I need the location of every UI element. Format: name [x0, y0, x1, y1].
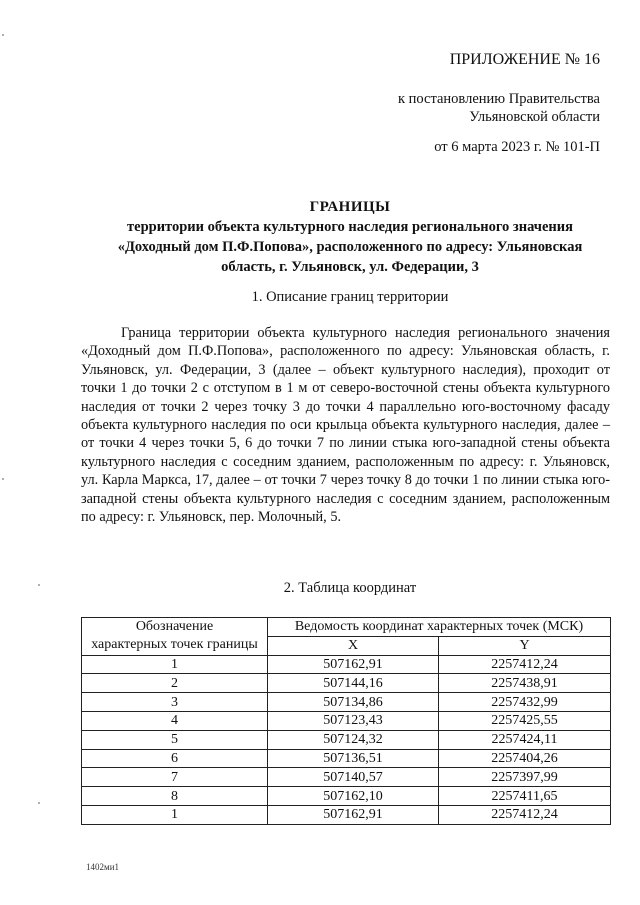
table-row [82, 768, 611, 787]
point-number-cell: 2 [82, 674, 268, 693]
x-coordinate-cell: 507134,86 [268, 693, 439, 712]
resolution-reference: к постановлению Правительства [398, 91, 600, 107]
boundary-description-paragraph: Граница территории объекта культурного наследия регионального значения «Доходный дом П.Ф.Попова», расположенного по адресу: Ульяновская область, г. Ульяновск, ул. Федерации, 3 (далее – объект культурного наследия), проходит от точки 1 до точки 2 с отступом в 1 м от северо-восточной стены объекта культурного наследия от точки 2 через точку 3 до точки 4 параллельно юго-восточному фасаду объекта культурного наследия по оси крыльца объекта культурного наследия, далее – от точки 4 через точки 5, 6 до точки 7 по линии стыка юго-западной стены объекта культурного наследия с соседним зданием, расположенным по адресу: г. Ульяновск, ул. Карла Маркса, 17, далее – от точки 7 через точку 8 до точки 1 по линии стыка юго-западной стены объекта культурного наследия с соседним зданием, расположенным по адресу: г. Ульяновск, пер. Молочный, 5. [81, 325, 610, 526]
document-code: 1402ми1 [86, 862, 120, 872]
table-row [82, 711, 611, 730]
point-number-cell: 8 [82, 787, 268, 806]
table-row [82, 730, 611, 749]
table-row [82, 787, 611, 806]
table-row [82, 805, 611, 824]
scan-mark [38, 584, 40, 586]
table-header-row [82, 618, 611, 637]
x-coordinate-cell: 507162,91 [268, 655, 439, 674]
x-coordinate-cell: 507136,51 [268, 749, 439, 768]
point-number-cell: 6 [82, 749, 268, 768]
y-coordinate-cell: 2257411,65 [439, 787, 611, 806]
point-number-cell: 7 [82, 768, 268, 787]
scan-mark [38, 802, 40, 804]
y-coordinate-cell: 2257425,55 [439, 711, 611, 730]
point-number-cell: 1 [82, 655, 268, 674]
scan-mark [2, 478, 4, 480]
resolution-region: Ульяновской области [469, 109, 600, 125]
table-row [82, 674, 611, 693]
document-subtitle-line2: «Доходный дом П.Ф.Попова», расположенного по адресу: Ульяновская [117, 239, 583, 255]
table-row [82, 693, 611, 712]
coordinates-table-body [82, 655, 611, 824]
y-coordinate-cell: 2257432,99 [439, 693, 611, 712]
point-number-cell: 3 [82, 693, 268, 712]
coordinates-group-header: Ведомость координат характерных точек (МСК) [268, 618, 611, 637]
x-coordinate-cell: 507140,57 [268, 768, 439, 787]
x-coordinate-cell: 507162,10 [268, 787, 439, 806]
x-column-header: X [268, 636, 439, 655]
document-title: ГРАНИЦЫ [309, 199, 391, 215]
y-coordinate-cell: 2257412,24 [439, 805, 611, 824]
appendix-title: ПРИЛОЖЕНИЕ № 16 [449, 51, 600, 68]
document-subtitle-line3: область, г. Ульяновск, ул. Федерации, 3 [221, 259, 479, 275]
point-designation-header-line2: характерных точек границы [91, 637, 258, 653]
point-number-cell: 4 [82, 711, 268, 730]
point-number-cell: 5 [82, 730, 268, 749]
y-column-header: Y [439, 636, 611, 655]
point-number-cell: 1 [82, 805, 268, 824]
coordinates-table [81, 617, 611, 825]
y-coordinate-cell: 2257397,99 [439, 768, 611, 787]
resolution-date: от 6 марта 2023 г. № 101-П [434, 139, 600, 155]
x-coordinate-cell: 507144,16 [268, 674, 439, 693]
point-designation-header [82, 618, 268, 656]
section-heading-boundary-description: 1. Описание границ территории [251, 289, 449, 305]
y-coordinate-cell: 2257404,26 [439, 749, 611, 768]
table-row [82, 749, 611, 768]
point-designation-header-line1: Обозначение [135, 619, 214, 635]
x-coordinate-cell: 507124,32 [268, 730, 439, 749]
document-subtitle-line1: территории объекта культурного наследия регионального значения [127, 219, 573, 235]
table-row [82, 655, 611, 674]
x-coordinate-cell: 507162,91 [268, 805, 439, 824]
x-coordinate-cell: 507123,43 [268, 711, 439, 730]
scan-mark [2, 34, 4, 36]
y-coordinate-cell: 2257424,11 [439, 730, 611, 749]
y-coordinate-cell: 2257412,24 [439, 655, 611, 674]
section-heading-coordinates-table: 2. Таблица координат [283, 580, 417, 596]
y-coordinate-cell: 2257438,91 [439, 674, 611, 693]
